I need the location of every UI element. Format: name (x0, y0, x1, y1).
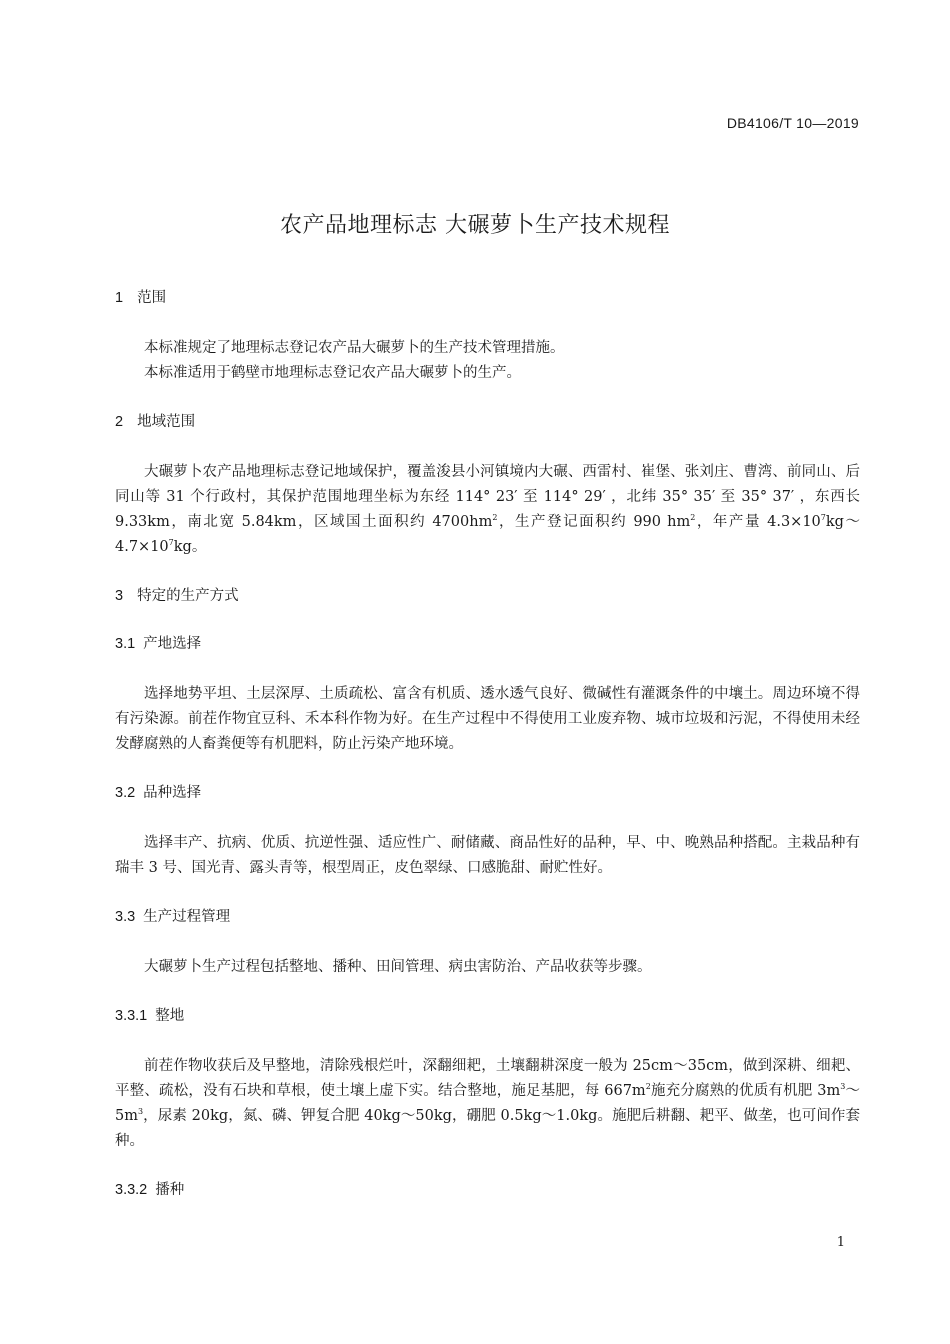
section-number: 3.3 (115, 909, 136, 925)
section-title: 范围 (137, 290, 167, 306)
section-number: 3 (115, 588, 124, 604)
section-number: 3.2 (115, 785, 136, 801)
page-number: 1 (836, 1235, 845, 1250)
section-heading-3-2 (115, 781, 860, 805)
section-title: 产地选择 (143, 636, 202, 652)
section-title: 生产过程管理 (143, 909, 231, 925)
section-heading-3 (115, 584, 860, 608)
section-number: 3.1 (115, 636, 136, 652)
paragraph: 选择地势平坦、土层深厚、土质疏松、富含有机质、透水透气良好、微碱性有灌溉条件的中壤土。周边环境不得有污染源。前茬作物宜豆科、禾本科作物为好。在生产过程中不得使用工业废弃物、城市垃圾和污泥，不得使用未经发酵腐熟的人畜粪便等有机肥料，防止污染产地环境。 (115, 686, 860, 752)
section-heading-3-3-2 (115, 1178, 860, 1202)
section-heading-3-3 (115, 905, 860, 929)
section-number: 2 (115, 414, 124, 430)
section-heading-3-1 (115, 632, 860, 656)
paragraph: 选择丰产、抗病、优质、抗逆性强、适应性广、耐储藏、商品性好的品种，早、中、晚熟品种搭配。主栽品种有瑞丰 3 号、国光青、露头青等，根型周正，皮色翠绿、口感脆甜、耐贮性好。 (115, 835, 860, 876)
document-title: 农产品地理标志 大碾萝卜生产技术规程 (280, 213, 670, 238)
section-number: 3.3.1 (115, 1008, 148, 1024)
section-title: 特定的生产方式 (137, 588, 239, 604)
section-title: 地域范围 (137, 414, 196, 430)
section-number: 3.3.2 (115, 1182, 148, 1198)
section-heading-3-3-1 (115, 1004, 860, 1028)
paragraph: 本标准规定了地理标志登记农产品大碾萝卜的生产技术管理措施。 (144, 340, 565, 356)
section-number: 1 (115, 290, 124, 306)
document-code: DB4106/T 10—2019 (726, 115, 859, 131)
paragraph: 大碾萝卜农产品地理标志登记地域保护，覆盖浚县小河镇境内大碾、西雷村、崔堡、张刘庄、曹湾、前同山、后同山等 31 个行政村，其保护范围地理坐标为东经 114° 23′ 至 114° 29′ ，北纬 35° 35′ 至 35° 37′ ，东西长 9.33km，南北宽 5.84km，区域国土面积约 $4700hm^2$，生产登记面积约 990 $hm^2$，年产量 $4.3\times 10^7kg\sim 4.7\times 10^7kg$。 (115, 464, 860, 555)
section-title: 整地 (155, 1008, 185, 1024)
document-body (115, 286, 860, 1202)
paragraph: 大碾萝卜生产过程包括整地、播种、田间管理、病虫害防治、产品收获等步骤。 (144, 959, 652, 975)
paragraph: 前茬作物收获后及早整地，清除残根烂叶，深翻细耙，土壤翻耕深度一般为 25cm～35cm，做到深耕、细耙、平整、疏松，没有石块和草根，使土壤上虚下实。结合整地，施足基肥，每 $667m^2$施充分腐熟的优质有机肥 $3m^3\sim 5m^3$，尿素 20kg，氮、磷、钾复合肥 40kg～50kg，硼肥 0.5kg～1.0kg。施肥后耕翻、耙平、做垄，也可间作套种。 (115, 1058, 860, 1149)
section-title: 品种选择 (143, 785, 202, 801)
section-title: 播种 (155, 1182, 185, 1198)
paragraph: 本标准适用于鹤壁市地理标志登记农产品大碾萝卜的生产。 (144, 365, 521, 381)
section-heading-1 (115, 286, 860, 310)
section-heading-2 (115, 410, 860, 434)
